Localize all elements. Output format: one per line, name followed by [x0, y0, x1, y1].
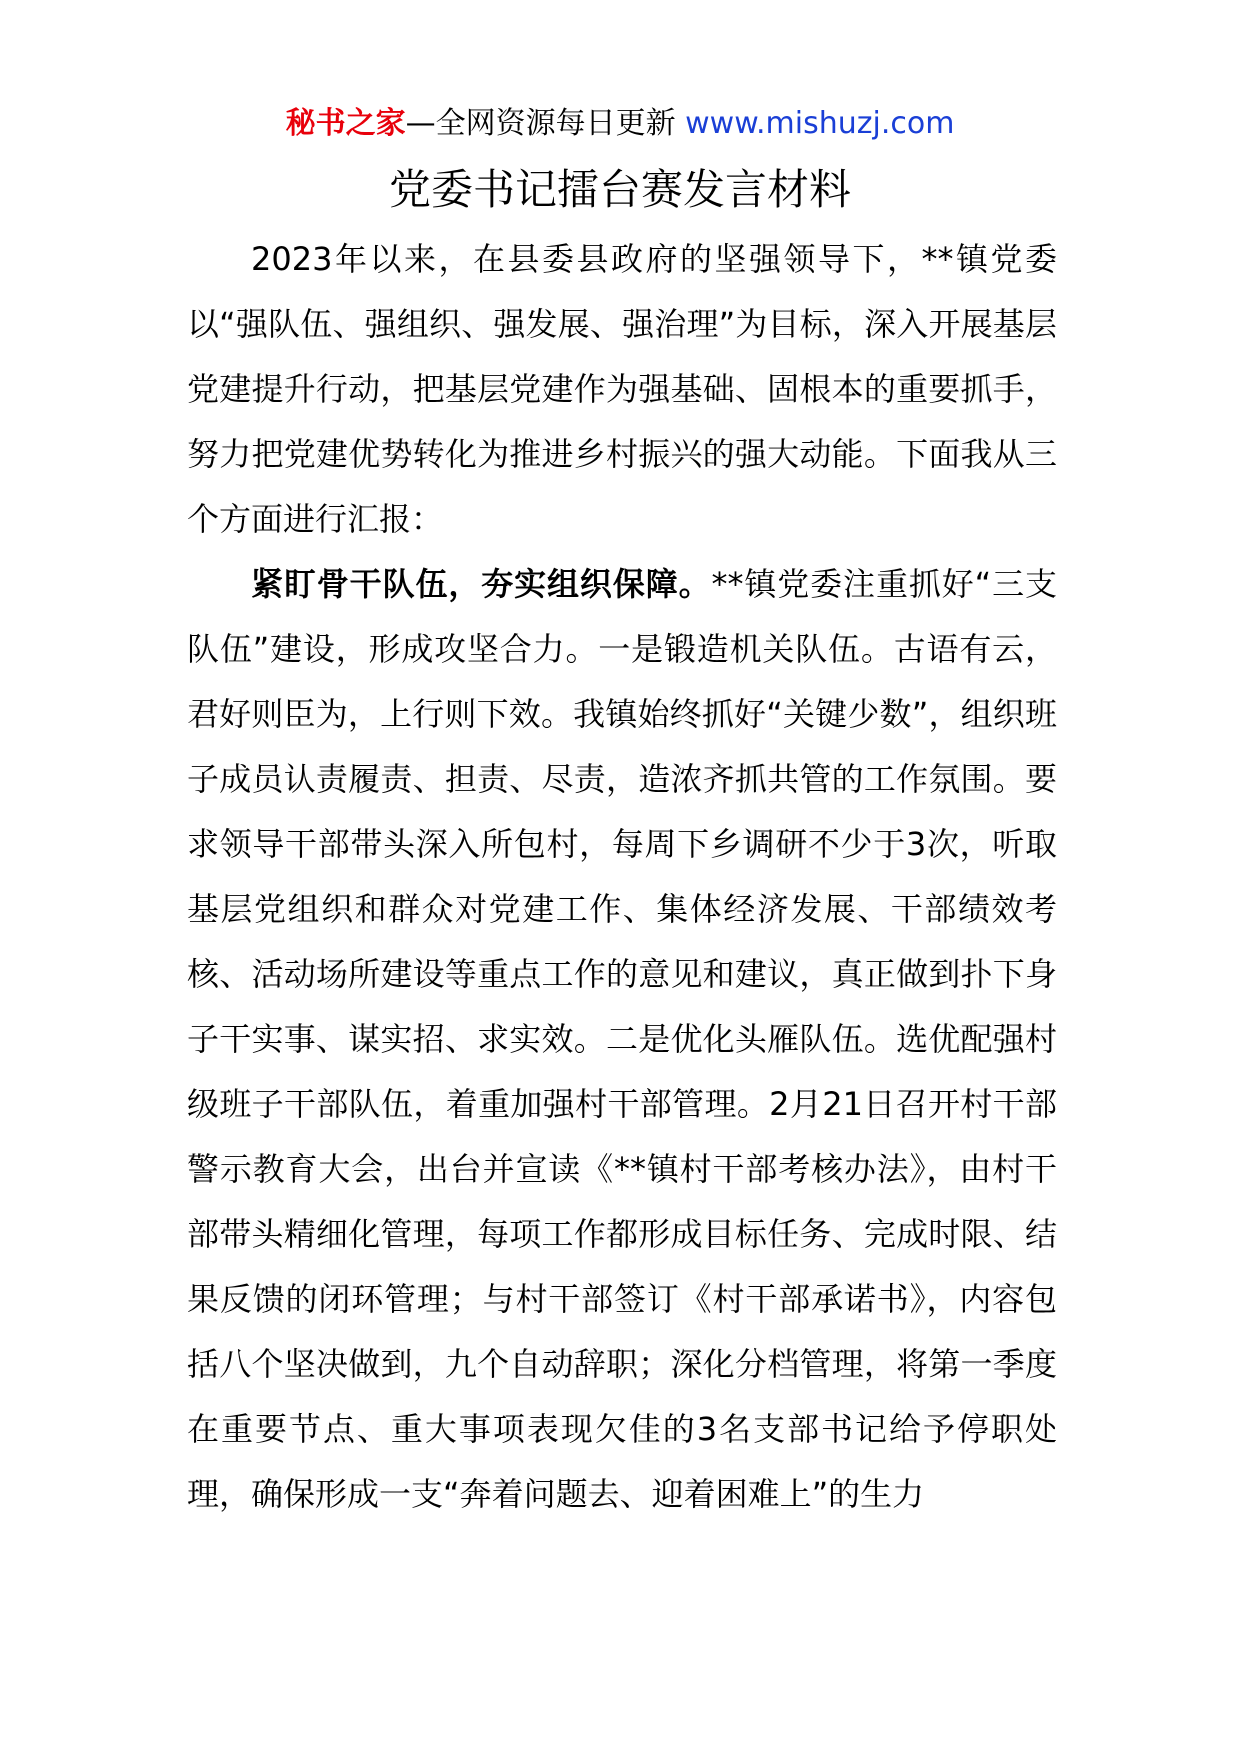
paragraph-text: **镇党委注重抓好“三支队伍”建设，形成攻坚合力。一是锻造机关队伍。古语有云，君好则臣为，上行则下效。我镇始终抓好“关键少数”，组织班子成员认责履责、担责、尽责，造浓齐抓共管的工作氛围。要求领导干部带头深入所包村，每周下乡调研不少于3次，听取基层党组织和群众对党建工作、集体经济发展、干部绩效考核、活动场所建设等重点工作的意见和建议，真正做到扑下身子干实事、谋实招、求实效。二是优化头雁队伍。选优配强村级班子干部队伍，着重加强村干部管理。2月21日召开村干部警示教育大会，出台并宣读《**镇村干部考核办法》，由村干部带头精细化管理，每项工作都形成目标任务、完成时限、结果反馈的闭环管理；与村干部签订《村干部承诺书》，内容包括八个坚决做到，九个自动辞职；深化分档管理，将第一季度在重要节点、重大事项表现欠佳的3名支部书记给予停职处理，确保形成一支“奔着问题去、迎着困难上”的生力	[187, 565, 1057, 1513]
document-body	[187, 227, 1057, 1527]
section-paragraph	[187, 552, 1057, 1527]
brand-name: 秘书之家	[285, 106, 406, 141]
document-title: 党委书记擂台赛发言材料	[388, 165, 851, 214]
site-header	[0, 102, 1240, 146]
paragraph-text: 2023年以来，在县委县政府的坚强领导下，**镇党委以“强队伍、强组织、强发展、强治理”为目标，深入开展基层党建提升行动，把基层党建作为强基础、固根本的重要抓手，努力把党建优势转化为推进乡村振兴的强大动能。下面我从三个方面进行汇报：	[187, 240, 1057, 538]
header-tagline: —全网资源每日更新	[405, 106, 676, 141]
intro-paragraph	[187, 227, 1057, 552]
site-url-link[interactable]: www.mishuzj.com	[685, 106, 955, 141]
section-lead-heading: 紧盯骨干队伍，夯实组织保障。	[251, 565, 712, 603]
